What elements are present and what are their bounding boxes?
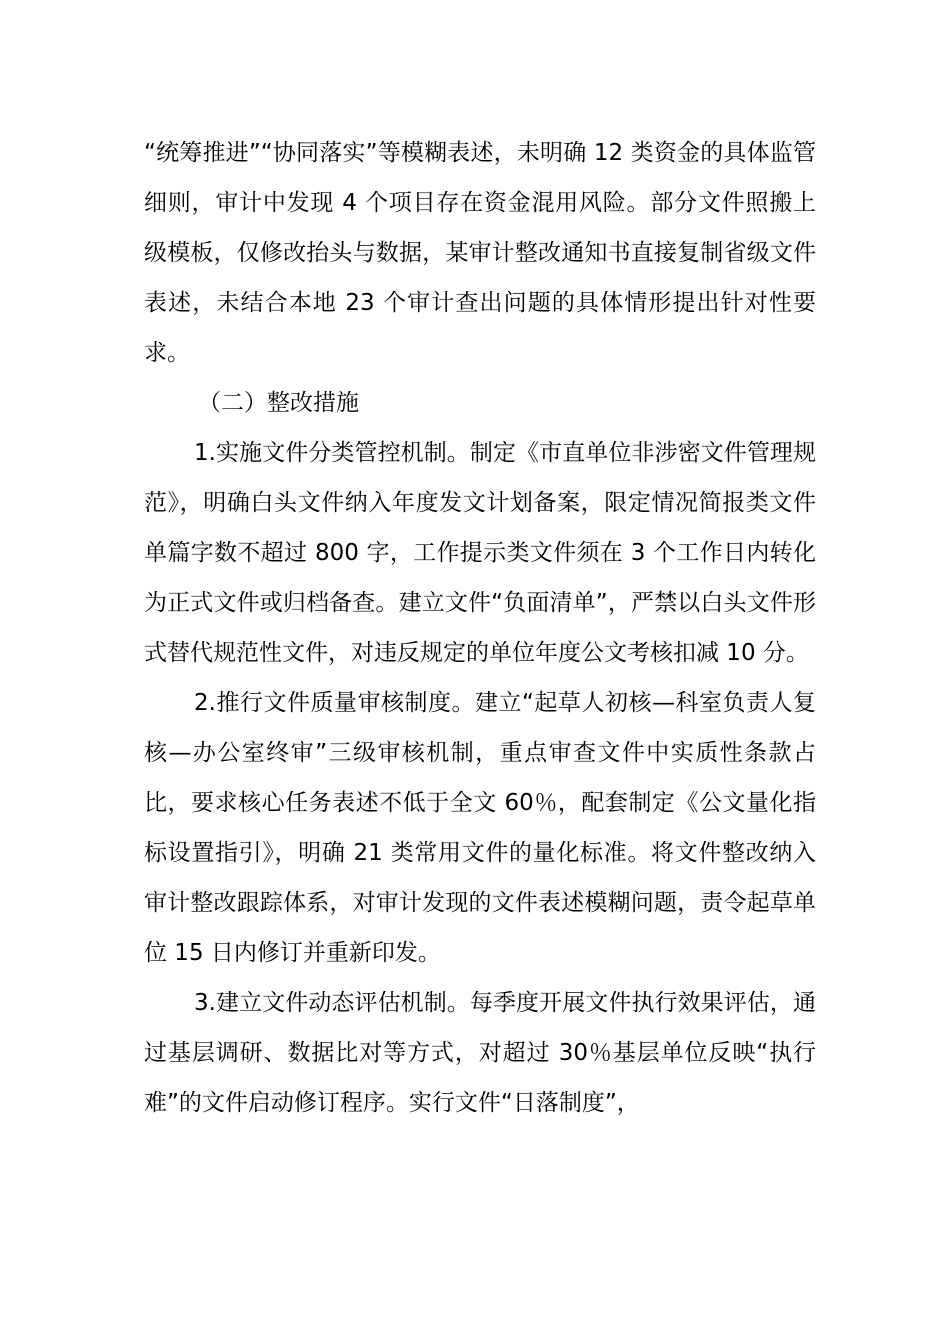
paragraph-measure-1: 1.实施文件分类管控机制。制定《市直单位非涉密文件管理规范》，明确白头文件纳入年度发文计划备案，限定情况简报类文件单篇字数不超过 800 字，工作提示类文件须在 3 个工作日内转化为正式文件或归档备查。建立文件“负面清单”，严禁以白头文件形式替代规范性文件，对违反规定的单位年度公文考核扣减 10 分。 xyxy=(144,440,816,666)
paragraph-measure-2: 2.推行文件质量审核制度。建立“起草人初核—科室负责人复核—办公室终审”三级审核机制，重点审查文件中实质性条款占比，要求核心任务表述不低于全文 60％，配套制定《公文量化指标设置指引》，明确 21 类常用文件的量化标准。将文件整改纳入审计整改跟踪体系，对审计发现的文件表述模糊问题，责令起草单位 15 日内修订并重新印发。 xyxy=(144,690,816,966)
paragraph-continuation: “统筹推进”“协同落实”等模糊表述，未明确 12 类资金的具体监管细则，审计中发现 4 个项目存在资金混用风险。部分文件照搬上级模板，仅修改抬头与数据，某审计整改通知书直接复制省级文件表述，未结合本地 23 个审计查出问题的具体情形提出针对性要求。 xyxy=(144,140,816,366)
document-body xyxy=(144,128,816,1128)
section-heading: （二）整改措施 xyxy=(198,390,359,416)
paragraph-measure-3: 3.建立文件动态评估机制。每季度开展文件执行效果评估，通过基层调研、数据比对等方式，对超过 30％基层单位反映“执行难”的文件启动修订程序。实行文件“日落制度”， xyxy=(144,990,816,1116)
